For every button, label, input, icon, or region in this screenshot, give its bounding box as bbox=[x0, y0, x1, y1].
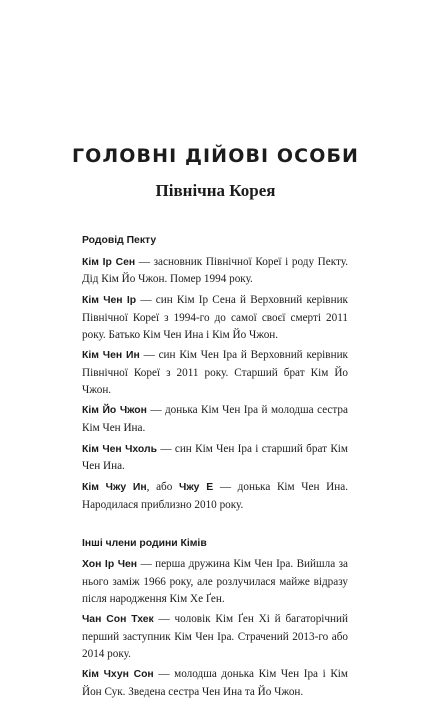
entry-text: — син Кім Ір Сена й Верховний керівник Північної Кореї з 1994-го до самої своєї смерті 2011 року. Батько Кім Чен Ина і Кім Йо Чжон. bbox=[82, 294, 348, 341]
entry-text: — донька Кім Чен Іра й молодша сестра Кім Чен Ина. bbox=[82, 404, 348, 435]
page-title: ГОЛОВНІ ДІЙОВІ ОСОБИ bbox=[71, 145, 360, 167]
entry-kim-yo-jong bbox=[82, 402, 348, 436]
entry-text: — молодша донька Кім Чен Іра і Кім Йон Сук. Зведена сестра Чен Ина та Йо Чжон. bbox=[82, 668, 348, 699]
entry-name: Чан Сон Тхек bbox=[82, 614, 154, 626]
entry-text: , або bbox=[146, 481, 180, 494]
entry-name: Кім Ір Сен bbox=[82, 256, 136, 268]
entry-name: Кім Чжу Ин bbox=[82, 482, 147, 494]
entry-kim-jong-un bbox=[82, 347, 348, 398]
entry-name: Кім Чен Чхоль bbox=[82, 443, 158, 455]
entry-hong-il-chon bbox=[82, 556, 348, 607]
entry-text: — чоловік Кім Ґен Хі й багаторічний перший заступник Кім Чен Іра. Страчений 2013-го або 2014 року. bbox=[82, 613, 348, 660]
section-spacer bbox=[82, 518, 348, 536]
entry-name: Кім Чен Ин bbox=[82, 350, 140, 362]
entry-kim-jong-il bbox=[82, 292, 348, 343]
section-heading: Інші члени родини Кімів bbox=[82, 537, 207, 549]
entry-alt-name: Чжу Е bbox=[179, 482, 214, 494]
entry-name: Кім Чен Ір bbox=[82, 295, 137, 307]
section-other-kim-family bbox=[82, 536, 348, 701]
entry-name: Кім Йо Чжон bbox=[82, 405, 147, 417]
entry-kim-ju-ae bbox=[82, 479, 348, 513]
entry-text: — перша дружина Кім Чен Іра. Вийшла за нього заміж 1966 року, але розлучилася майже відразу після народження Кім Хе Ґен. bbox=[82, 558, 348, 605]
entry-text: — засновник Північної Кореї і роду Пекту. Дід Кім Йо Чжон. Помер 1994 року. bbox=[82, 255, 349, 286]
characters-list bbox=[82, 233, 348, 705]
entry-text: — син Кім Чен Іра і старший брат Кім Чен Ина. bbox=[82, 442, 348, 473]
entry-name: Хон Ір Чен bbox=[82, 559, 138, 571]
entry-text-continued: — донька Кім Чен Ина. Народилася приблизно 2010 року. bbox=[82, 481, 348, 511]
entry-kim-jong-chol bbox=[82, 441, 348, 475]
page-subtitle: Північна Корея bbox=[155, 181, 276, 200]
entry-kim-il-sung bbox=[82, 254, 348, 288]
entry-jang-song-thaek bbox=[82, 611, 348, 662]
section-heading: Родовід Пекту bbox=[82, 235, 157, 246]
entry-text: — син Кім Чен Іра й Верховний керівник Північної Кореї з 2011 року. Старший брат Кім Йо Чжон. bbox=[82, 349, 348, 396]
entry-name: Кім Чхун Сон bbox=[82, 669, 154, 681]
entry-kim-chun-song bbox=[82, 666, 348, 700]
section-pektu-lineage bbox=[82, 233, 348, 514]
